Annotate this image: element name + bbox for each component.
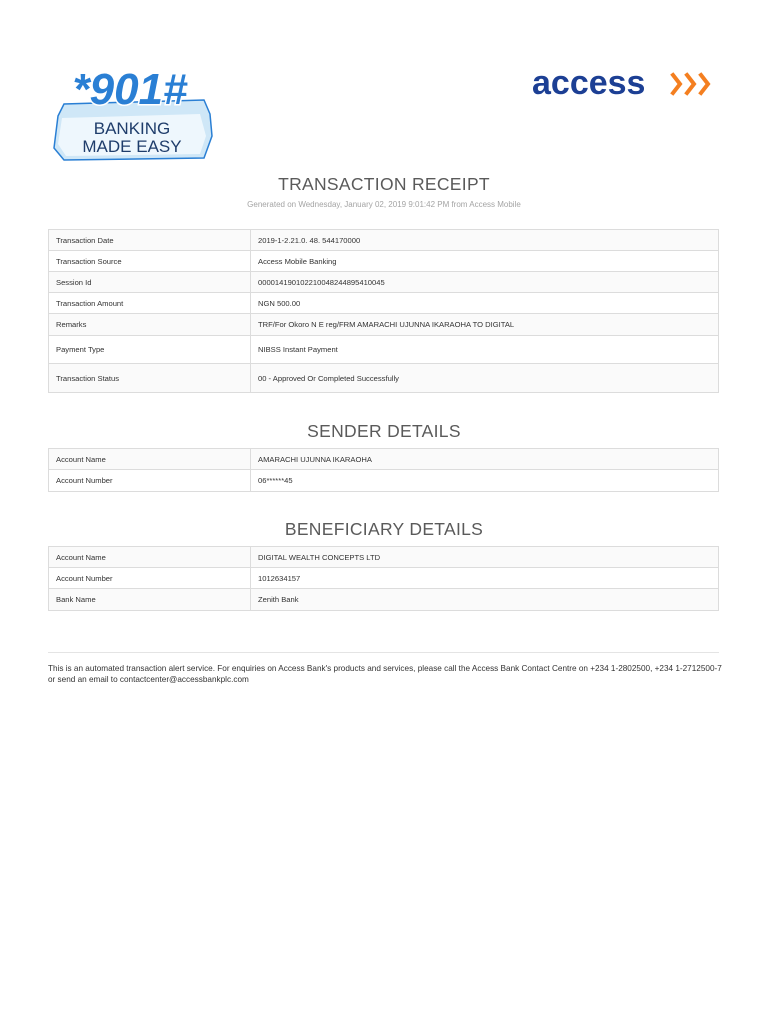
row-label: Account Number [49, 470, 251, 492]
row-value: NGN 500.00 [251, 293, 719, 314]
table-row [49, 568, 719, 589]
901-code-text: *901# [72, 65, 188, 114]
sender-details-table [48, 448, 719, 492]
transaction-details-table [48, 229, 719, 393]
row-value: Access Mobile Banking [251, 251, 719, 272]
footer-divider [48, 652, 719, 653]
table-row [49, 547, 719, 568]
footer-line-1: This is an automated transaction alert service. For enquiries on Access Bank's products and services, please call the Access Bank Contact Centre on +234 1-2802500, +234 1-2712500-7 [48, 664, 722, 673]
row-value: TRF/For Okoro N E reg/FRM AMARACHI UJUNNA IKARAOHA TO DIGITAL [251, 314, 719, 336]
beneficiary-details-table [48, 546, 719, 611]
row-label: Account Name [49, 449, 251, 470]
row-value: 000014190102210048244895410045 [251, 272, 719, 293]
generated-timestamp: Generated on Wednesday, January 02, 2019 9:01:42 PM from Access Mobile [247, 200, 521, 209]
table-row [49, 314, 719, 336]
table-row [49, 230, 719, 251]
footer-disclaimer [48, 663, 728, 685]
made-easy-text: MADE EASY [82, 137, 182, 156]
row-label: Bank Name [49, 589, 251, 611]
access-brand-text: access [532, 64, 646, 102]
row-value: DIGITAL WEALTH CONCEPTS LTD [251, 547, 719, 568]
row-label: Transaction Amount [49, 293, 251, 314]
row-label: Transaction Source [49, 251, 251, 272]
row-label: Account Name [49, 547, 251, 568]
access-bank-logo [530, 62, 730, 106]
banking-text: BANKING [93, 119, 171, 138]
row-value: 06******45 [251, 470, 719, 492]
row-value: 00 - Approved Or Completed Successfully [251, 364, 719, 393]
table-row [49, 251, 719, 272]
row-label: Payment Type [49, 336, 251, 364]
row-value: NIBSS Instant Payment [251, 336, 719, 364]
row-label: Transaction Status [49, 364, 251, 393]
row-value: 1012634157 [251, 568, 719, 589]
table-row [49, 272, 719, 293]
footer-line-2: or send an email to contactcenter@accessbankplc.com [48, 675, 249, 684]
table-row [49, 364, 719, 393]
row-label: Transaction Date [49, 230, 251, 251]
901-banking-logo [44, 64, 216, 164]
row-value: Zenith Bank [251, 589, 719, 611]
access-chevrons-icon [673, 75, 708, 93]
table-row [49, 589, 719, 611]
table-row [49, 336, 719, 364]
row-value: 2019-1-2.21.0. 48. 544170000 [251, 230, 719, 251]
transaction-receipt-title: TRANSACTION RECEIPT [278, 174, 490, 194]
table-row [49, 449, 719, 470]
row-label: Session Id [49, 272, 251, 293]
row-value: AMARACHI UJUNNA IKARAOHA [251, 449, 719, 470]
table-row [49, 293, 719, 314]
sender-details-title: SENDER DETAILS [307, 421, 461, 441]
beneficiary-details-title: BENEFICIARY DETAILS [284, 519, 484, 539]
row-label: Account Number [49, 568, 251, 589]
row-label: Remarks [49, 314, 251, 336]
table-row [49, 470, 719, 492]
